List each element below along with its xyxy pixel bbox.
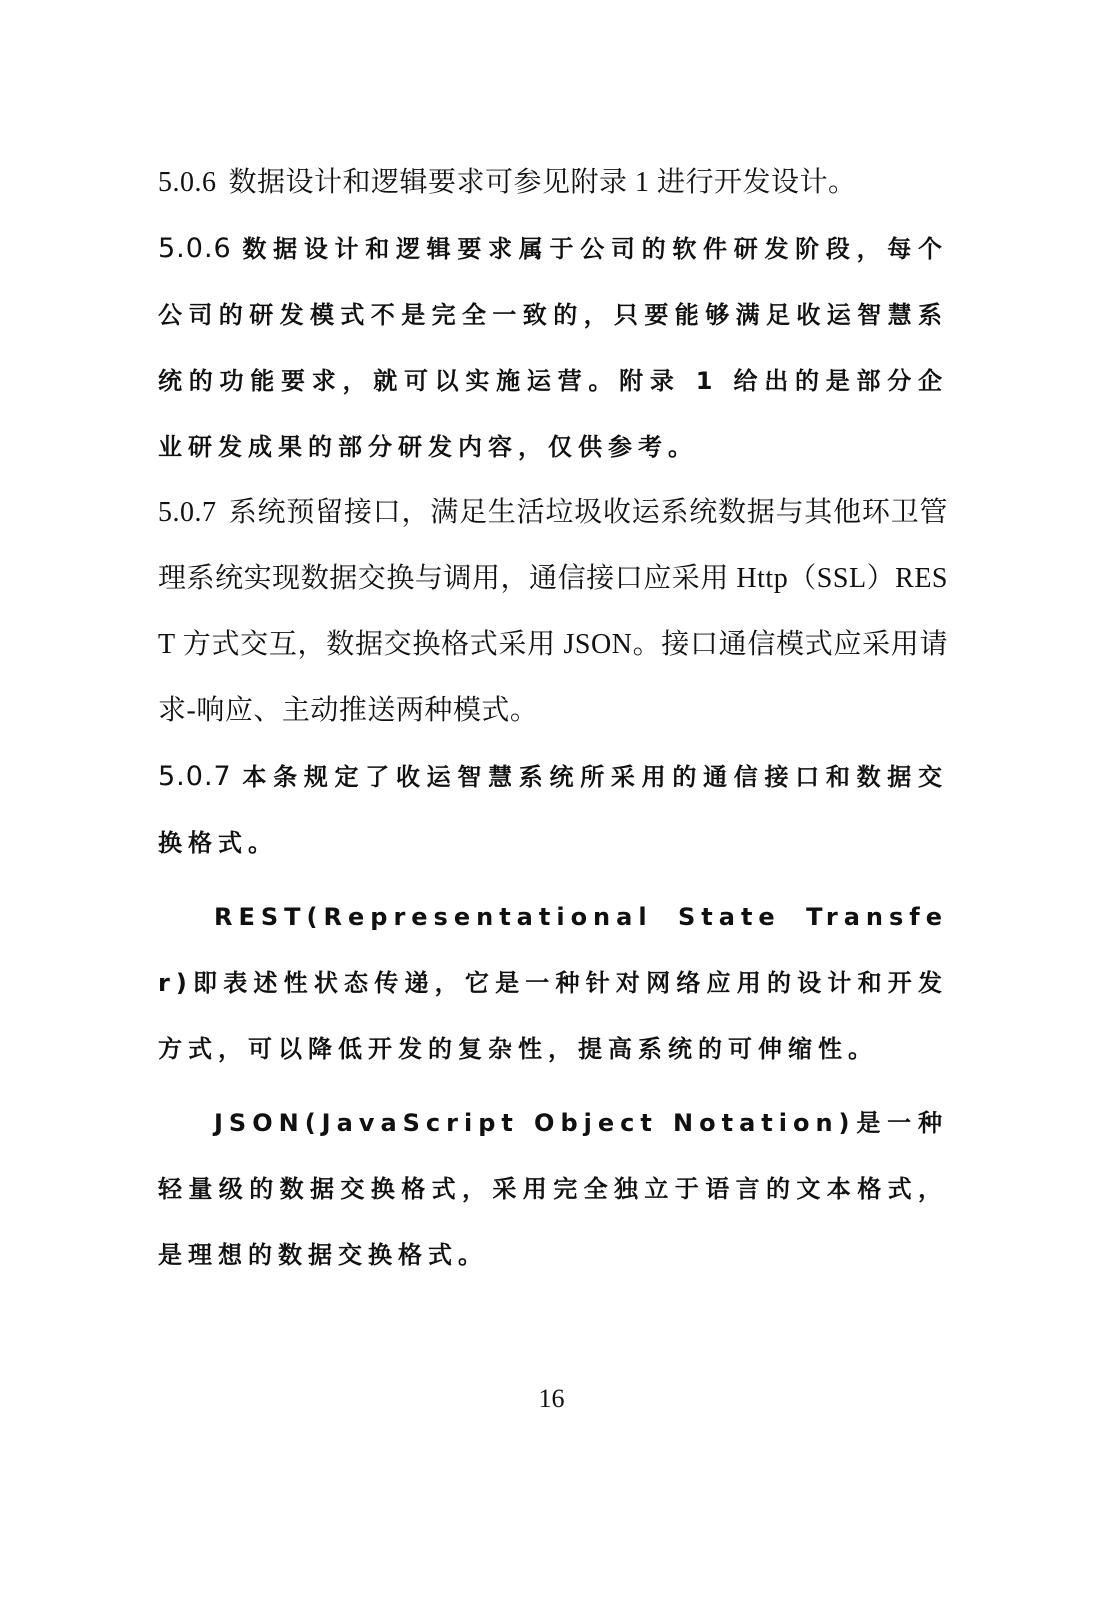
- commentary-text: 数据设计和逻辑要求属于公司的软件研发阶段，每个公司的研发模式不是完全一致的，只要能够满足收运智慧系统的功能要求，就可以实施运营。附录 1 给出的是部分企业研发成果的部分研发内容，仅供参考。: [158, 235, 948, 461]
- document-body: [158, 150, 948, 1288]
- json-explanation: JSON(JavaScript Object Notation)是一种轻量级的数据交换格式，采用完全独立于语言的文本格式，是理想的数据交换格式。: [158, 1109, 948, 1269]
- commentary-number: 5.0.7: [158, 761, 232, 792]
- commentary-5-0-7: [158, 744, 948, 876]
- clause-number: 5.0.6: [158, 167, 217, 198]
- clause-text: 数据设计和逻辑要求可参见附录 1 进行开发设计。: [228, 167, 857, 198]
- commentary-text: 本条规定了收运智慧系统所采用的通信接口和数据交换格式。: [158, 763, 948, 857]
- clause-5-0-7: [158, 480, 948, 744]
- commentary-number: 5.0.6: [158, 233, 232, 264]
- commentary-5-0-6: [158, 216, 948, 480]
- clause-5-0-6: [158, 150, 948, 216]
- page-number: 16: [538, 1384, 565, 1413]
- clause-number: 5.0.7: [158, 497, 217, 528]
- rest-explanation: REST(Representational State Transfer)即表述性状态传递，它是一种针对网络应用的设计和开发方式，可以降低开发的复杂性，提高系统的可伸缩性。: [158, 903, 948, 1063]
- clause-text: 系统预留接口，满足生活垃圾收运系统数据与其他环卫管理系统实现数据交换与调用，通信接口应采用 Http（SSL）REST 方式交互，数据交换格式采用 JSON。接口通信模式应采用请求-响应、主动推送两种模式。: [158, 497, 948, 726]
